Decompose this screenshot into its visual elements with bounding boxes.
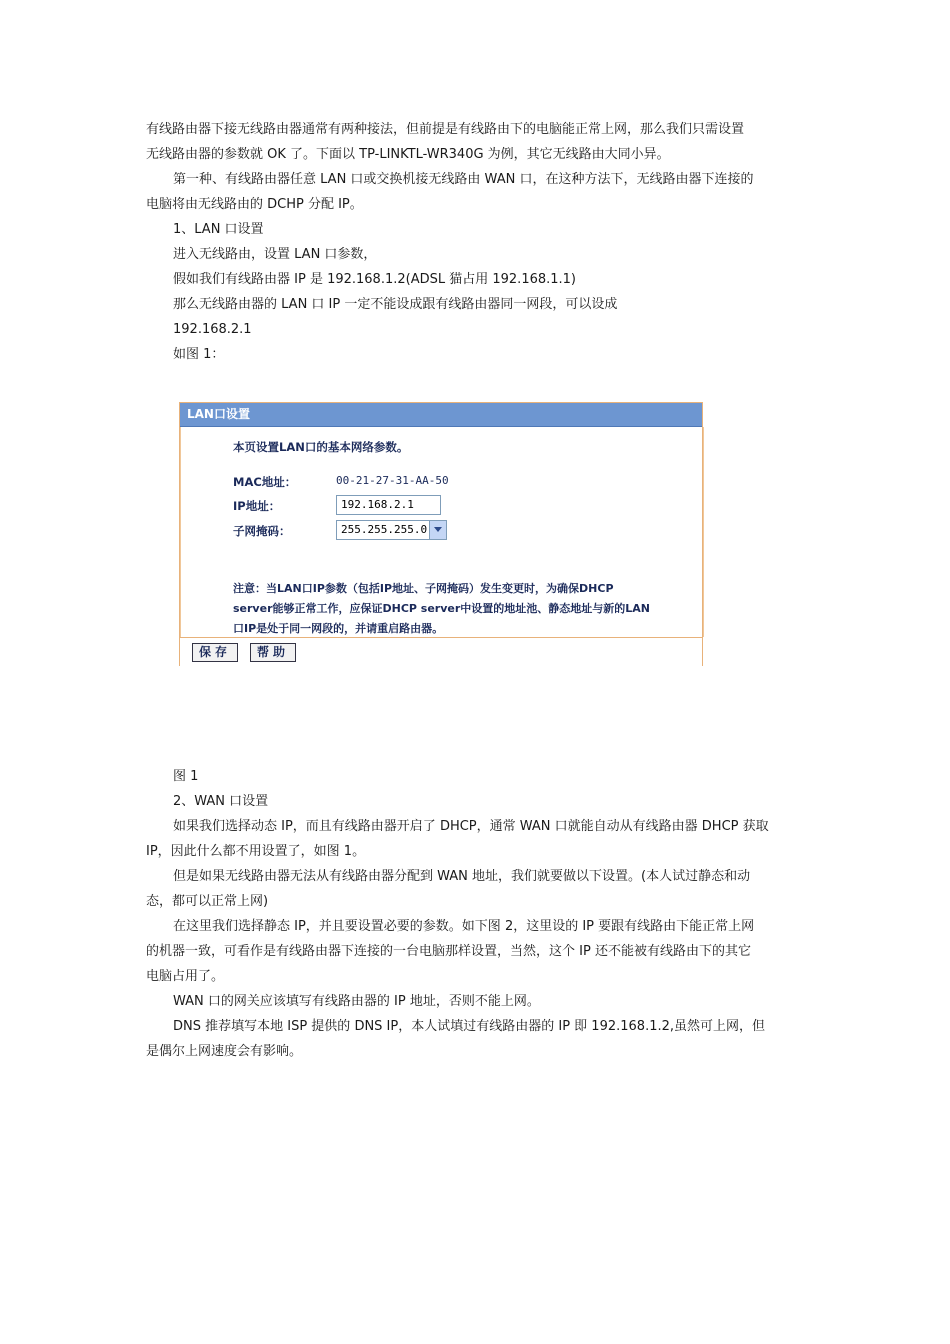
paragraph-dns-line2: 是偶尔上网速度会有影响。 — [146, 1044, 303, 1059]
lan-step-enter: 进入无线路由，设置 LAN 口参数， — [173, 247, 377, 262]
figure-caption: 图 1 — [173, 769, 199, 784]
paragraph-dynamic-line1: 如果我们选择动态 IP，而且有线路由器开启了 DHCP，通常 WAN 口就能自动从有线路由器 DHCP 获取 — [173, 819, 769, 834]
panel-intro: 本页设置LAN口的基本网络参数。 — [233, 440, 409, 454]
lan-step-assume: 假如我们有线路由器 IP 是 192.168.1.2(ADSL 猫占用 192.168.1.1) — [173, 272, 577, 287]
section-heading-wan: 2、WAN 口设置 — [173, 794, 269, 809]
mac-value: 00-21-27-31-AA-50 — [336, 474, 449, 487]
paragraph-static-ip-line3: 电脑占用了。 — [146, 969, 225, 984]
panel-footer — [180, 637, 702, 666]
chevron-down-icon[interactable] — [429, 521, 446, 539]
lan-step-subnet: 那么无线路由器的 LAN 口 IP 一定不能设成跟有线路由器同一网段，可以设成 — [173, 297, 618, 312]
paragraph-intro-line2: 无线路由器的参数就 OK 了。下面以 TP-LINKTL-WR340G 为例，其它无线路由大同小异。 — [146, 147, 670, 162]
help-button[interactable]: 帮助 — [250, 643, 296, 662]
router-lan-settings-panel — [179, 402, 703, 666]
paragraph-static-fallback-line1: 但是如果无线路由器无法从有线路由器分配到 WAN 地址，我们就要做以下设置。(本人试过静态和动 — [173, 869, 751, 884]
subnet-mask-value: 255.255.255.0 — [341, 523, 428, 536]
subnet-mask-label: 子网掩码： — [233, 524, 291, 538]
ip-address-input[interactable]: 192.168.2.1 — [336, 495, 441, 515]
subnet-mask-select[interactable] — [336, 520, 447, 540]
paragraph-dns-line1: DNS 推荐填写本地 ISP 提供的 DNS IP，本人试填过有线路由器的 IP 即 192.168.1.2,虽然可上网，但 — [173, 1019, 766, 1034]
panel-note: 注意：当LAN口IP参数（包括IP地址、子网掩码）发生变更时，为确保DHCP server能够正常工作，应保证DHCP server中设置的地址池、静态地址与新的LAN口IP是处于同一网段的，并请重启路由器。 — [233, 582, 651, 635]
paragraph-intro-line1: 有线路由器下接无线路由器通常有两种接法，但前提是有线路由下的电脑能正常上网，那么我们只需设置 — [146, 122, 745, 137]
paragraph-static-ip-line2: 的机器一致，可看作是有线路由器下连接的一台电脑那样设置，当然，这个 IP 还不能被有线路由下的其它 — [146, 944, 751, 959]
ip-label: IP地址： — [233, 499, 281, 513]
mac-label: MAC地址： — [233, 475, 297, 489]
paragraph-method1-line2: 电脑将由无线路由的 DCHP 分配 IP。 — [146, 197, 363, 212]
section-heading-lan: 1、LAN 口设置 — [173, 222, 264, 237]
panel-body — [180, 427, 704, 637]
paragraph-gateway: WAN 口的网关应该填写有线路由器的 IP 地址，否则不能上网。 — [173, 994, 540, 1009]
lan-step-ip: 192.168.2.1 — [173, 322, 252, 337]
paragraph-static-ip-line1: 在这里我们选择静态 IP，并且要设置必要的参数。如下图 2，这里设的 IP 要跟有线路由下能正常上网 — [173, 919, 755, 934]
paragraph-dynamic-line2: IP，因此什么都不用设置了，如图 1。 — [146, 844, 366, 859]
paragraph-method1-line1: 第一种、有线路由器任意 LAN 口或交换机接无线路由 WAN 口，在这种方法下，无线路由器下连接的 — [173, 172, 754, 187]
panel-title: LAN口设置 — [180, 403, 702, 427]
lan-step-figure-ref: 如图 1： — [173, 347, 225, 362]
paragraph-static-fallback-line2: 态，都可以正常上网) — [146, 894, 269, 909]
save-button[interactable]: 保存 — [192, 643, 238, 662]
